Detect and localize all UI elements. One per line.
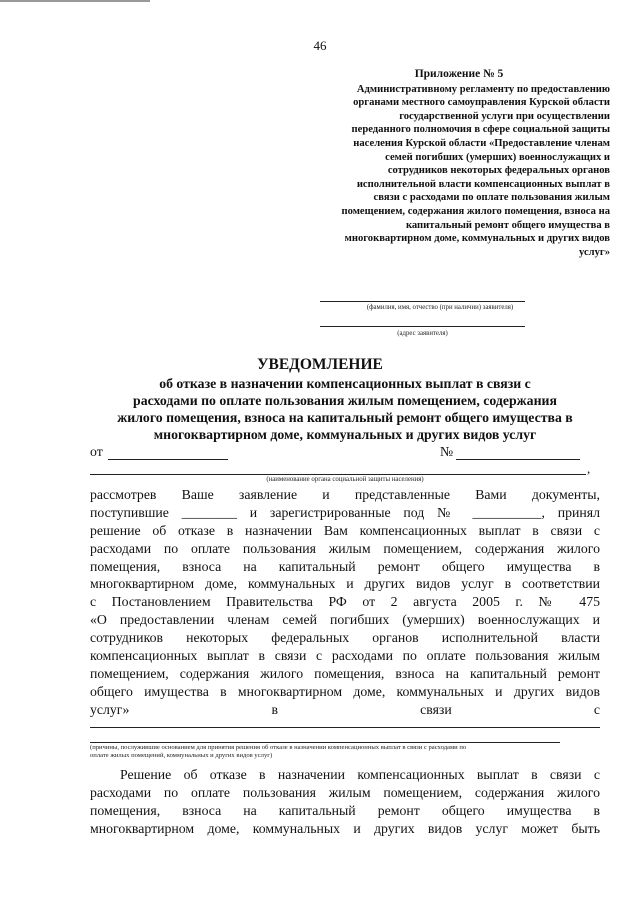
appendix-line: исполнительной власти компенсационных выплат в xyxy=(356,178,610,190)
subtitle-line: об отказе в назначении компенсационных выплат в связи с xyxy=(159,376,531,391)
decision-line: многоквартирном доме, коммунальных и других видов услуг может быть xyxy=(90,820,600,836)
body-line: компенсационных выплат в связи с расходами по оплате пользования жилым xyxy=(90,648,600,664)
notice-body xyxy=(90,486,600,719)
appendix-line: многоквартирном доме, коммунальных и других видов xyxy=(344,233,610,245)
from-label: от xyxy=(90,444,103,459)
body-line: поступившие ________ и зарегистрированные под № __________, принял xyxy=(90,504,600,520)
body-line: услуг» в связи с xyxy=(90,701,600,717)
body-line: общего имущества в многоквартирном доме, коммунальных и других видов xyxy=(90,683,600,699)
appendix-line: государственной услуги при осуществлении xyxy=(399,110,610,122)
scan-edge-line xyxy=(0,0,150,2)
applicant-address-line[interactable] xyxy=(320,326,525,327)
reasons-line-1[interactable] xyxy=(90,727,600,728)
notice-number-line[interactable] xyxy=(456,459,580,460)
body-line: «О предоставлении членам семей погибших (умерших) военнослужащих и xyxy=(90,612,600,628)
appendix-line: Административному регламенту по предоставлению xyxy=(356,83,610,95)
appendix-line: семей погибших (умерших) военнослужащих и xyxy=(385,151,610,163)
page-number: 46 xyxy=(313,38,327,53)
body-line: решение об отказе в назначении Вам компенсационных выплат в связи с xyxy=(90,522,600,538)
appendix-line: помещением, содержания жилого помещения, взноса на xyxy=(341,205,610,217)
applicant-address-caption: (адрес заявителя) xyxy=(397,330,448,337)
decision-paragraph xyxy=(90,766,600,838)
from-date-line[interactable] xyxy=(108,459,228,460)
appendix-line: сотрудников некоторых федеральных органов xyxy=(387,165,610,177)
reasons-caption-line: оплате жилых помещений, коммунальных и других видов услуг) xyxy=(90,752,273,760)
applicant-name-line[interactable] xyxy=(320,301,525,302)
appendix-line: связи с расходами по оплате пользования жилым xyxy=(373,192,610,204)
notice-title: УВЕДОМЛЕНИЕ xyxy=(257,356,383,373)
organ-name-caption: (наименование органа социальной защиты населения) xyxy=(266,476,424,483)
body-line: помещением, содержания жилого помещения, взноса на капитальный ремонт xyxy=(90,665,600,681)
appendix-line: капитальный ремонт общего имущества в xyxy=(405,219,610,231)
decision-line: помещения, взноса на капитальный ремонт общего имущества в xyxy=(90,802,600,818)
number-label: № xyxy=(440,444,454,459)
decision-line: Решение об отказе в назначении компенсационных выплат в связи с xyxy=(120,767,600,782)
body-line: рассмотрев Ваше заявление и представленные Вами документы, xyxy=(90,487,600,502)
body-line: сотрудников некоторых федеральных органов исполнительной власти xyxy=(90,630,600,646)
reasons-caption-line: (причины, послужившие основанием для принятия решения об отказе в назначении компенсационных выплат в связи с расходами по xyxy=(90,744,467,751)
notice-subtitle xyxy=(90,375,600,443)
organ-name-comma: , xyxy=(587,461,591,476)
appendix-header xyxy=(308,68,610,259)
reasons-caption xyxy=(90,744,600,761)
appendix-line: переданного полномочия в сфере социальной защиты xyxy=(351,124,610,136)
body-line: с Постановлением Правительства РФ от 2 августа 2005 г. № 475 xyxy=(90,594,600,610)
organ-name-line[interactable] xyxy=(90,474,586,475)
subtitle-line: расходами по оплате пользования жилым помещением, содержания xyxy=(133,393,557,408)
appendix-line: населения Курской области «Предоставление членам xyxy=(353,137,610,149)
appendix-line: органами местного самоуправления Курской области xyxy=(353,97,610,109)
decision-line: расходами по оплате пользования жилым помещением, содержания жилого xyxy=(90,784,600,800)
body-line: помещения, взноса на капитальный ремонт общего имущества в xyxy=(90,558,600,574)
subtitle-line: жилого помещения, взноса на капитальный ремонт общего имущества в xyxy=(117,410,573,425)
reasons-line-2[interactable] xyxy=(90,742,560,743)
appendix-line: услуг» xyxy=(578,246,610,258)
body-line: расходами по оплате пользования жилым помещением, содержания жилого xyxy=(90,540,600,556)
appendix-title: Приложение № 5 xyxy=(414,68,504,80)
applicant-name-caption: (фамилия, имя, отчество (при наличии) заявителя) xyxy=(366,304,514,311)
body-line: многоквартирном доме, коммунальных и других видов услуг в соответствии xyxy=(90,576,600,592)
subtitle-line: многоквартирном доме, коммунальных и других видов услуг xyxy=(153,427,537,442)
